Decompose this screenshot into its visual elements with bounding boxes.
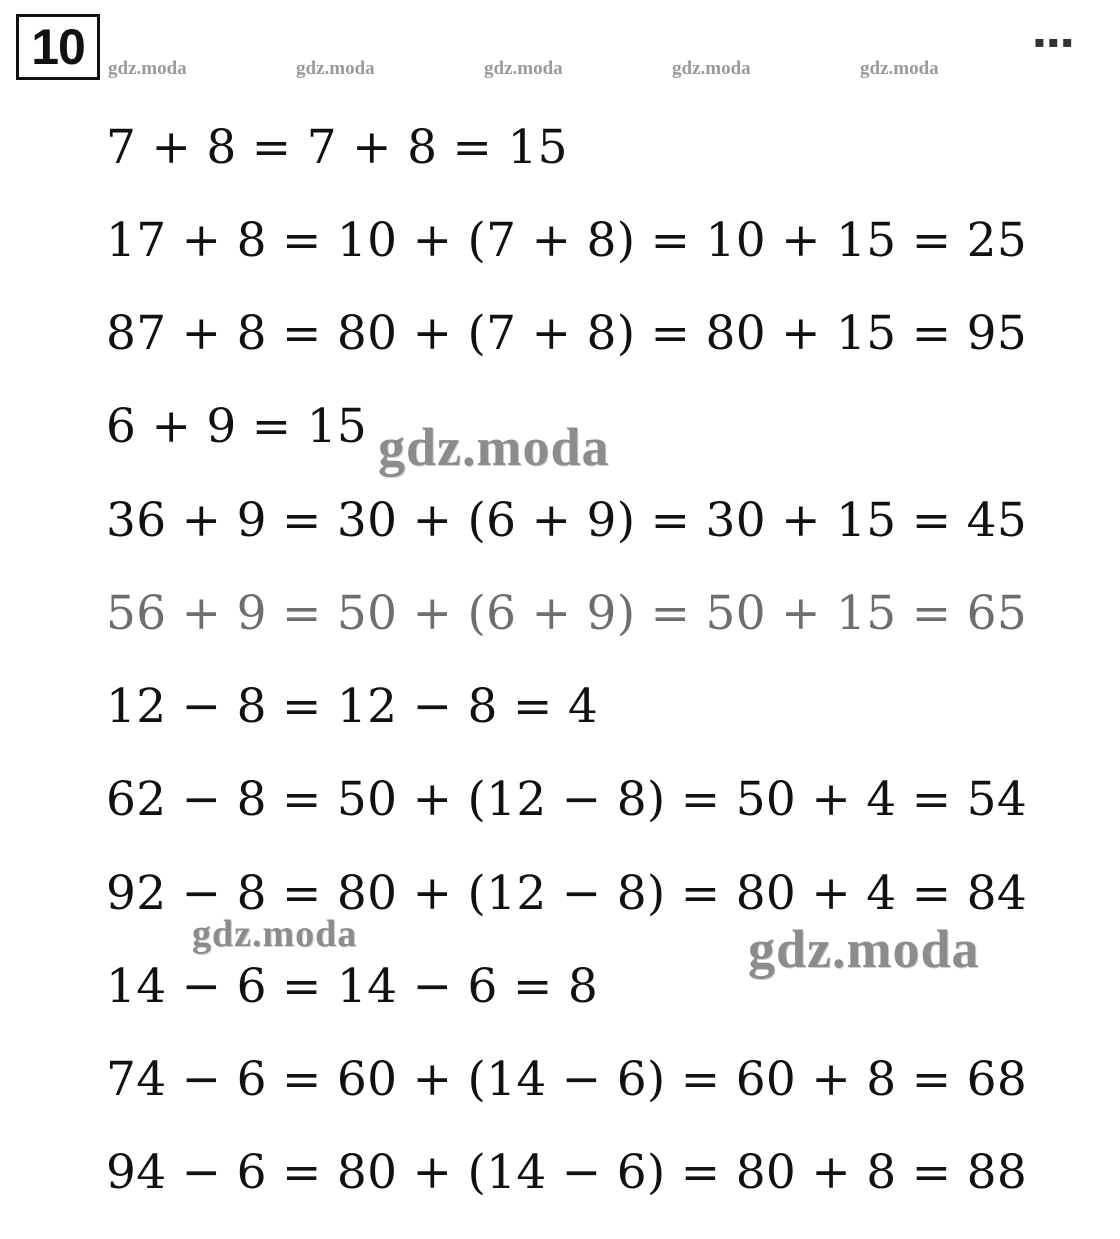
watermark-large: gdz.moda bbox=[378, 417, 610, 477]
watermark-large: gdz.moda bbox=[748, 919, 980, 979]
equation-line: 6 + 9 = 15 bbox=[106, 399, 368, 454]
watermark-small: gdz.moda bbox=[484, 58, 563, 79]
watermark-large: gdz.moda bbox=[192, 913, 358, 955]
equation-line: 92 − 8 = 80 + (12 − 8) = 80 + 4 = 84 bbox=[106, 866, 1028, 921]
watermark-small: gdz.moda bbox=[108, 58, 187, 79]
watermark-small: gdz.moda bbox=[296, 58, 375, 79]
equation-line: 14 − 6 = 14 − 6 = 8 bbox=[106, 959, 599, 1014]
watermark-small: gdz.moda bbox=[672, 58, 751, 79]
watermark-small: gdz.moda bbox=[860, 58, 939, 79]
equation-line: 87 + 8 = 80 + (7 + 8) = 80 + 15 = 95 bbox=[106, 306, 1028, 361]
equation-line: 62 − 8 = 50 + (12 − 8) = 50 + 4 = 54 bbox=[106, 772, 1028, 827]
equation-line: 7 + 8 = 7 + 8 = 15 bbox=[106, 120, 568, 175]
equation-line: 56 + 9 = 50 + (6 + 9) = 50 + 15 = 65 bbox=[106, 586, 1028, 641]
equation-line: 74 − 6 = 60 + (14 − 6) = 60 + 8 = 68 bbox=[106, 1052, 1028, 1107]
task-number-badge: 10 bbox=[16, 14, 100, 80]
equation-line: 36 + 9 = 30 + (6 + 9) = 30 + 15 = 45 bbox=[106, 493, 1028, 548]
equation-line: 12 − 8 = 12 − 8 = 4 bbox=[106, 679, 599, 734]
top-right-mark: ▪▪▪ bbox=[1034, 32, 1076, 51]
equation-line: 17 + 8 = 10 + (7 + 8) = 10 + 15 = 25 bbox=[106, 213, 1028, 268]
equation-line: 94 − 6 = 80 + (14 − 6) = 80 + 8 = 88 bbox=[106, 1145, 1028, 1200]
